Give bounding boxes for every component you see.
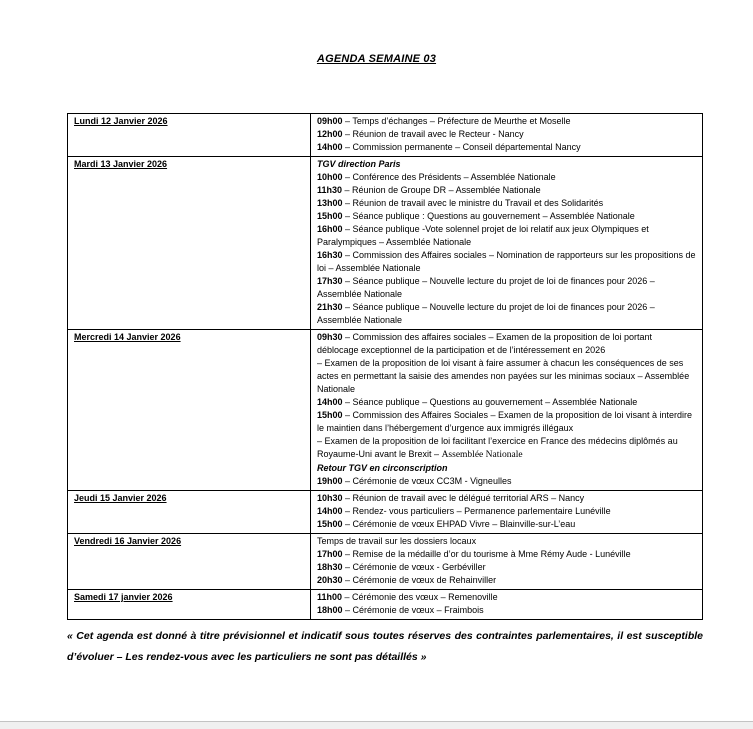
event-line: 10h30 – Réunion de travail avec le délégué territorial ARS – Nancy <box>317 493 585 503</box>
event-time: 09h00 <box>317 116 343 126</box>
day-events-cell <box>311 114 703 157</box>
day-date-cell <box>68 491 311 534</box>
event-time: 18h30 <box>317 562 343 572</box>
event-line: 18h00 – Cérémonie de vœux – Fraimbois <box>317 605 484 615</box>
event-line: Retour TGV en circonscription <box>317 463 448 473</box>
day-date-cell <box>68 534 311 590</box>
day-events-cell <box>311 590 703 620</box>
event-time: 14h00 <box>317 142 343 152</box>
event-time: 10h30 <box>317 493 343 503</box>
event-line: 21h30 – Séance publique – Nouvelle lecture du projet de loi de finances pour 2026 – Assemblée Nationale <box>317 302 655 325</box>
agenda-table <box>67 113 703 620</box>
day-date-label: Mercredi 14 Janvier 2026 <box>74 332 181 342</box>
event-line: 12h00 – Réunion de travail avec le Recteur - Nancy <box>317 129 524 139</box>
event-time: 20h30 <box>317 575 343 585</box>
event-line: 17h30 – Séance publique – Nouvelle lecture du projet de loi de finances pour 2026 – Assemblée Nationale <box>317 276 655 299</box>
event-line: 09h30 – Commission des affaires sociales – Examen de la proposition de loi portant déblocage exceptionnel de la participation et de l’intéressement en 2026 <box>317 332 653 355</box>
event-time: 15h00 <box>317 410 343 420</box>
event-line: 17h00 – Remise de la médaille d’or du tourisme à Mme Rémy Aude - Lunéville <box>317 549 631 559</box>
event-line: 15h00 – Commission des Affaires Sociales – Examen de la proposition de loi visant à interdire le maintien dans l’hébergement d’urgence aux immigrés illégaux <box>317 410 693 433</box>
document-title <box>0 53 753 65</box>
event-line: 13h00 – Réunion de travail avec le ministre du Travail et des Solidarités <box>317 198 604 208</box>
event-time: 17h30 <box>317 276 343 286</box>
event-line: 16h00 – Séance publique -Vote solennel projet de loi relatif aux jeux Olympiques et Paralympiques – Assemblée Nationale <box>317 224 649 247</box>
event-time: 17h00 <box>317 549 343 559</box>
day-events-cell <box>311 491 703 534</box>
event-line: – Examen de la proposition de loi visant à faire assumer à chacun les conséquences de ses actes en permettant la saisie des amendes non payées sur les minimas sociaux – Assemblée Nationale <box>317 358 690 394</box>
event-time: 11h30 <box>317 185 343 195</box>
agenda-day-row <box>68 491 703 534</box>
event-time: 19h00 <box>317 476 343 486</box>
event-line: 09h00 – Temps d’échanges – Préfecture de Meurthe et Moselle <box>317 116 571 126</box>
event-line: Temps de travail sur les dossiers locaux <box>317 536 477 546</box>
event-line: 15h00 – Cérémonie de vœux EHPAD Vivre – Blainville-sur-L’eau <box>317 519 576 529</box>
event-time: 21h30 <box>317 302 343 312</box>
event-time: 12h00 <box>317 129 343 139</box>
event-line: TGV direction Paris <box>317 159 401 169</box>
event-time: 18h00 <box>317 605 343 615</box>
agenda-day-row <box>68 330 703 491</box>
event-line: 14h00 – Commission permanente – Conseil départemental Nancy <box>317 142 581 152</box>
event-line: 14h00 – Séance publique – Questions au gouvernement – Assemblée Nationale <box>317 397 638 407</box>
event-time: 13h00 <box>317 198 343 208</box>
event-time: 16h00 <box>317 224 343 234</box>
event-time: 09h30 <box>317 332 343 342</box>
day-date-label: Samedi 17 janvier 2026 <box>74 592 173 602</box>
agenda-day-row <box>68 590 703 620</box>
day-date-cell <box>68 590 311 620</box>
document-title-text: AGENDA SEMAINE 03 <box>316 53 437 65</box>
day-date-cell <box>68 157 311 330</box>
event-line: 18h30 – Cérémonie de vœux - Gerbéviller <box>317 562 486 572</box>
day-date-cell <box>68 114 311 157</box>
day-date-cell <box>68 330 311 491</box>
day-events-cell <box>311 534 703 590</box>
event-line: 14h00 – Rendez- vous particuliers – Permanence parlementaire Lunéville <box>317 506 611 516</box>
event-time: 15h00 <box>317 519 343 529</box>
disclaimer-text: « Cet agenda est donné à titre prévisionnel et indicatif sous toutes réserves des contraintes parlementaires, il est susceptible d’évoluer – Les rendez-vous avec les particuliers ne sont pas détaillés » <box>67 630 703 663</box>
event-time: 15h00 <box>317 211 343 221</box>
event-time: 10h00 <box>317 172 343 182</box>
event-line: 11h30 – Réunion de Groupe DR – Assemblée Nationale <box>317 185 541 195</box>
event-time: 11h00 <box>317 592 343 602</box>
viewer-background-strip <box>0 721 753 729</box>
day-events-cell <box>311 330 703 491</box>
agenda-day-row <box>68 114 703 157</box>
agenda-day-row <box>68 157 703 330</box>
event-time: 14h00 <box>317 506 343 516</box>
day-date-label: Mardi 13 Janvier 2026 <box>74 159 168 169</box>
day-date-label: Vendredi 16 Janvier 2026 <box>74 536 182 546</box>
event-line: 11h00 – Cérémonie des vœux – Remenoville <box>317 592 498 602</box>
event-line: 15h00 – Séance publique : Questions au gouvernement – Assemblée Nationale <box>317 211 635 221</box>
day-date-label: Lundi 12 Janvier 2026 <box>74 116 168 126</box>
agenda-day-row <box>68 534 703 590</box>
event-line: 10h00 – Conférence des Présidents – Assemblée Nationale <box>317 172 556 182</box>
day-date-label: Jeudi 15 Janvier 2026 <box>74 493 167 503</box>
day-events-cell <box>311 157 703 330</box>
event-line: 20h30 – Cérémonie de vœux de Rehainviller <box>317 575 497 585</box>
event-line: – Examen de la proposition de loi facilitant l’exercice en France des médecins diplômés au Royaume-Uni avant le Brexit – Assemblée Nationale <box>317 436 678 460</box>
event-line: 16h30 – Commission des Affaires sociales – Nomination de rapporteurs sur les propositions de loi – Assemblée Nationale <box>317 250 696 273</box>
event-time: 16h30 <box>317 250 343 260</box>
event-time: 14h00 <box>317 397 343 407</box>
event-text-serif: Assemblée Nationale <box>441 450 523 460</box>
event-line: 19h00 – Cérémonie de vœux CC3M - Vigneulles <box>317 476 512 486</box>
